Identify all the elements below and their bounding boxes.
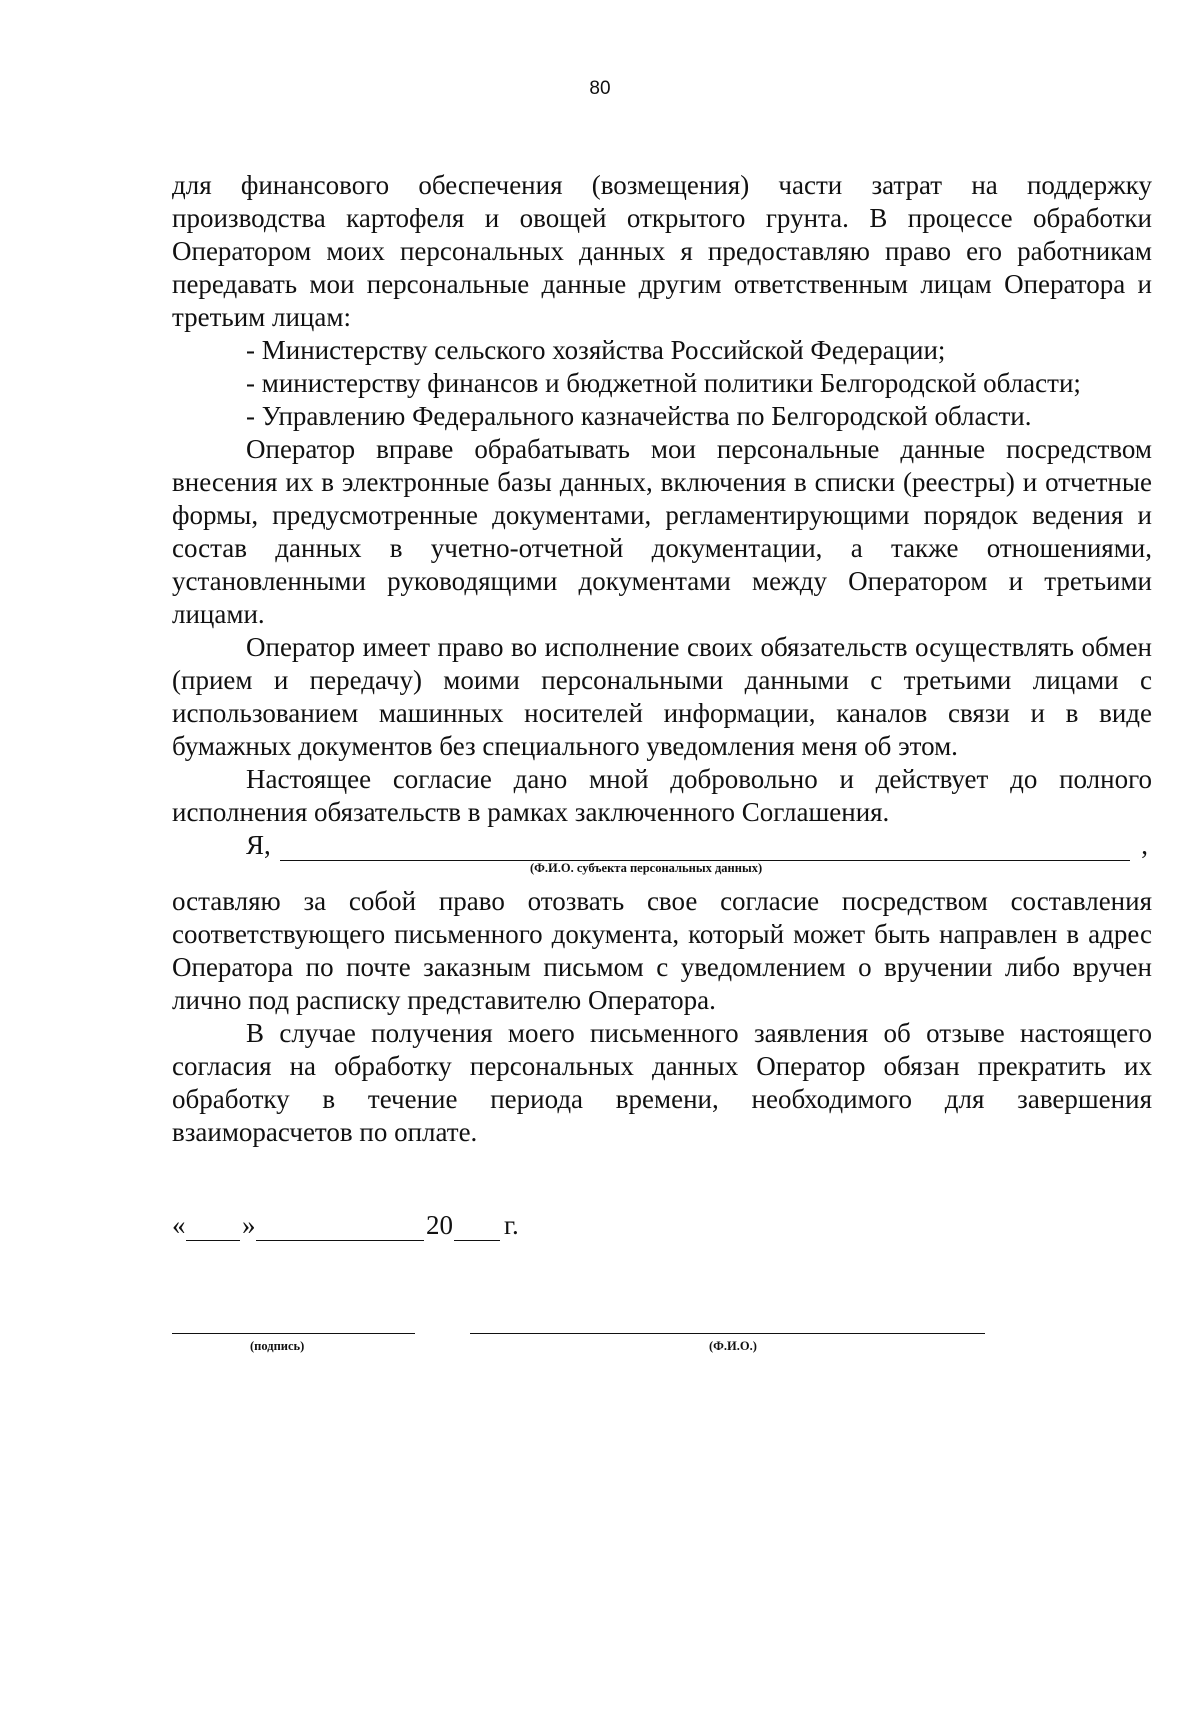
date-year-blank[interactable] <box>454 1240 500 1241</box>
date-line <box>172 1210 572 1244</box>
paragraph-revocation-right: оставляю за собой право отозвать свое согласие посредством составления соответствующего письменного документа, который может быть направлен в адрес Оператора по почте заказным письмом с уведомлением о вручении либо вручен лично под расписку представителю Оператора. <box>172 886 1152 1015</box>
subject-suffix: , <box>1141 830 1148 860</box>
paragraph-transfer-rights: для финансового обеспечения (возмещения) части затрат на поддержку производства картофеля и овощей открытого грунта. В процессе обработки Оператором моих персональных данных я предоставляю право его работникам передавать мои персональные данные другим ответственным лицам Оператора и третьим лицам: <box>172 170 1152 332</box>
signature-blank[interactable] <box>172 1333 415 1334</box>
paragraph-data-exchange: Оператор имеет право во исполнение своих обязательств осуществлять обмен (прием и передачу) моими персональными данными с третьими лицами с использованием машинных носителей информации, каналов связи и в виде бумажных документов без специального уведомления меня об этом. <box>172 632 1152 761</box>
consent-text-upper <box>172 169 1152 829</box>
date-year-suffix: г. <box>504 1210 519 1240</box>
paragraph-revocation-processing: В случае получения моего письменного заявления об отзыве настоящего согласия на обработку персональных данных Оператор обязан прекратить их обработку в течение периода времени, необходимого для завершения взаиморасчетов по оплате. <box>172 1018 1152 1147</box>
subject-prefix: Я, <box>246 830 271 860</box>
date-close-quote: » <box>242 1210 256 1240</box>
paragraph-processing-methods: Оператор вправе обрабатывать мои персональные данные посредством внесения их в электронные базы данных, включения в списки (реестры) и отчетные формы, предусмотренные документами, регламентирующими порядок ведения и состав данных в учетно-отчетной документации, а также отношениями, установленными руководящими документами между Оператором и третьими лицами. <box>172 434 1152 629</box>
recipient-item-ministry-agriculture: - Министерству сельского хозяйства Российской Федерации; <box>246 335 946 365</box>
page-number: 80 <box>589 78 611 99</box>
subject-name-caption: (Ф.И.О. субъекта персональных данных) <box>530 861 763 875</box>
date-day-blank[interactable] <box>186 1240 240 1241</box>
recipient-item-ministry-finance: - министерству финансов и бюджетной политики Белгородской области; <box>246 368 1081 398</box>
recipient-item-treasury: - Управлению Федерального казначейства по Белгородской области. <box>246 401 1032 431</box>
signature-caption: (подпись) <box>250 1339 305 1353</box>
consent-text-lower <box>172 885 1152 1149</box>
date-century: 20 <box>426 1210 453 1240</box>
date-month-blank[interactable] <box>256 1240 424 1241</box>
date-open-quote: « <box>172 1210 186 1240</box>
fio-blank[interactable] <box>470 1333 985 1334</box>
fio-caption: (Ф.И.О.) <box>709 1339 757 1353</box>
paragraph-voluntary-consent: Настоящее согласие дано мной добровольно и действует до полного исполнения обязательств в рамках заключенного Соглашения. <box>172 764 1152 827</box>
